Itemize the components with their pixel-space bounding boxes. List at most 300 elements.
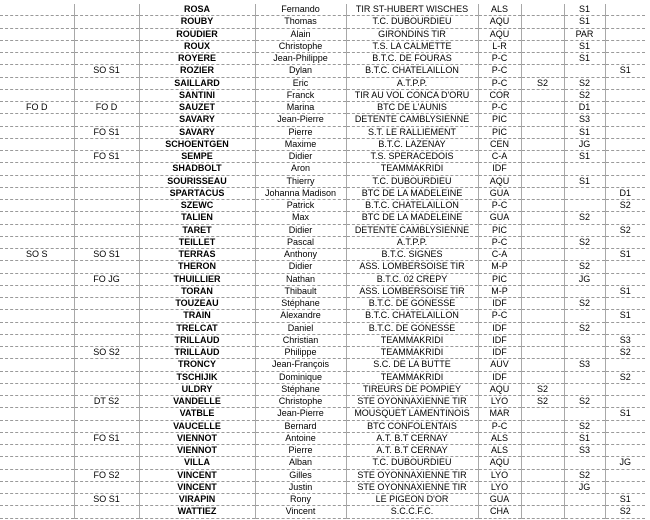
last-name-cell: THERON [139,261,255,273]
cat-c-cell [605,445,645,457]
league-cell: LYO [478,481,521,493]
first-name-cell: Didier [255,261,346,273]
cat-b-cell [564,383,605,395]
league-cell: C-A [478,249,521,261]
club-cell: BTC DE L'AUNIS [346,102,478,114]
table-row [0,445,645,457]
cat-a-cell [521,481,564,493]
table-row [0,481,645,493]
cat-a-cell [521,187,564,199]
first-name-cell: Thomas [255,16,346,28]
league-cell: M-P [478,261,521,273]
qualif-cell [74,175,139,187]
cat-a-cell [521,212,564,224]
last-name-cell: ROUX [139,40,255,52]
league-cell: P-C [478,53,521,65]
club-cell: TIR AU VOL CONCA D'ORU [346,89,478,101]
league-cell: ALS [478,432,521,444]
final-cell [0,285,74,297]
qualif-cell [74,236,139,248]
cat-b-cell: S2 [564,212,605,224]
cat-b-cell [564,310,605,322]
first-name-cell: Didier [255,151,346,163]
cat-b-cell [564,457,605,469]
cat-c-cell [605,138,645,150]
last-name-cell: VATBLE [139,408,255,420]
table-row [0,359,645,371]
first-name-cell: Jean-François [255,359,346,371]
cat-b-cell: S1 [564,16,605,28]
final-cell [0,371,74,383]
final-cell: FO D [0,102,74,114]
first-name-cell: Aron [255,163,346,175]
cat-c-cell: S2 [605,200,645,212]
league-cell: L-R [478,40,521,52]
last-name-cell: VAUCELLE [139,420,255,432]
qualif-cell [74,408,139,420]
final-cell [0,322,74,334]
cat-a-cell [521,16,564,28]
cat-c-cell [605,175,645,187]
table-row [0,494,645,506]
qualif-cell [74,53,139,65]
league-cell: P-C [478,65,521,77]
cat-a-cell [521,224,564,236]
cat-c-cell: D1 [605,187,645,199]
qualif-cell [74,200,139,212]
cat-c-cell [605,420,645,432]
table-row [0,396,645,408]
cat-c-cell [605,28,645,40]
cat-a-cell [521,200,564,212]
cat-a-cell [521,175,564,187]
last-name-cell: VIENNOT [139,432,255,444]
cat-b-cell: S2 [564,77,605,89]
cat-c-cell [605,396,645,408]
table-row [0,261,645,273]
club-cell: BTC DE LA MADELEINE [346,212,478,224]
club-cell: B.T.C. DE FOURAS [346,53,478,65]
table-row [0,298,645,310]
cat-b-cell [564,200,605,212]
qualif-cell [74,481,139,493]
final-cell [0,494,74,506]
final-cell [0,224,74,236]
last-name-cell: TORAN [139,285,255,297]
league-cell: PIC [478,114,521,126]
cat-b-cell [564,65,605,77]
final-cell: SO S [0,249,74,261]
cat-a-cell: S2 [521,383,564,395]
table-row [0,40,645,52]
qualif-cell [74,506,139,518]
cat-c-cell: JG [605,457,645,469]
qualif-cell: SO S2 [74,347,139,359]
league-cell: CEN [478,138,521,150]
table-row [0,506,645,518]
cat-c-cell: S2 [605,506,645,518]
last-name-cell: TOUZEAU [139,298,255,310]
cat-c-cell [605,236,645,248]
cat-a-cell [521,408,564,420]
qualif-cell: FO S1 [74,432,139,444]
cat-a-cell [521,310,564,322]
first-name-cell: Pascal [255,236,346,248]
table-row [0,249,645,261]
table-row [0,28,645,40]
qualif-cell [74,310,139,322]
last-name-cell: TARET [139,224,255,236]
club-cell: A.T. B.T CERNAY [346,432,478,444]
table-row [0,347,645,359]
table-row [0,77,645,89]
final-cell [0,89,74,101]
first-name-cell: Jean-Philippe [255,53,346,65]
final-cell [0,163,74,175]
first-name-cell: Eric [255,77,346,89]
first-name-cell: Fernando [255,4,346,16]
club-cell: DETENTE CAMBLYSIENNE [346,224,478,236]
first-name-cell: Thierry [255,175,346,187]
league-cell: P-C [478,236,521,248]
cat-c-cell: S1 [605,494,645,506]
cat-b-cell: S2 [564,322,605,334]
first-name-cell: Stéphane [255,383,346,395]
qualif-cell: FO S1 [74,151,139,163]
league-cell: C-A [478,151,521,163]
league-cell: P-C [478,200,521,212]
table-row [0,65,645,77]
final-cell [0,383,74,395]
cat-b-cell: S1 [564,126,605,138]
table-row [0,236,645,248]
league-cell: PIC [478,126,521,138]
cat-c-cell [605,4,645,16]
cat-c-cell [605,126,645,138]
cat-a-cell [521,334,564,346]
table-row [0,187,645,199]
cat-c-cell [605,359,645,371]
table-row [0,102,645,114]
qualif-cell [74,16,139,28]
qualif-cell [74,445,139,457]
competitor-table [0,4,645,519]
last-name-cell: ROZIER [139,65,255,77]
table-row [0,285,645,297]
cat-b-cell: S1 [564,53,605,65]
first-name-cell: Jean-Pierre [255,408,346,420]
final-cell [0,334,74,346]
cat-b-cell: S2 [564,469,605,481]
qualif-cell [74,163,139,175]
cat-c-cell: S3 [605,334,645,346]
qualif-cell [74,383,139,395]
final-cell [0,187,74,199]
table-row [0,4,645,16]
qualif-cell [74,138,139,150]
final-cell [0,53,74,65]
league-cell: AQU [478,457,521,469]
league-cell: AQU [478,16,521,28]
club-cell: ASS. LOMBERSOISE TIR [346,285,478,297]
cat-c-cell [605,40,645,52]
cat-b-cell: S2 [564,89,605,101]
cat-a-cell [521,236,564,248]
cat-c-cell: S1 [605,65,645,77]
last-name-cell: WATTIEZ [139,506,255,518]
table-row [0,138,645,150]
qualif-cell [74,420,139,432]
club-cell: S.C.C.F.C. [346,506,478,518]
first-name-cell: Alban [255,457,346,469]
last-name-cell: SHADBOLT [139,163,255,175]
qualif-cell: SO S1 [74,65,139,77]
last-name-cell: SAVARY [139,126,255,138]
cat-a-cell [521,65,564,77]
qualif-cell [74,89,139,101]
club-cell: B.T.C. 02 CREPY [346,273,478,285]
club-cell: TIREURS DE POMPIEY [346,383,478,395]
first-name-cell: Pierre [255,445,346,457]
last-name-cell: TRAIN [139,310,255,322]
league-cell: P-C [478,310,521,322]
last-name-cell: VIRAPIN [139,494,255,506]
club-cell: A.T.P.P. [346,236,478,248]
league-cell: M-P [478,285,521,297]
league-cell: ALS [478,445,521,457]
first-name-cell: Anthony [255,249,346,261]
cat-b-cell [564,347,605,359]
cat-c-cell: S1 [605,285,645,297]
cat-a-cell [521,138,564,150]
club-cell: TEAMMAKRIDI [346,347,478,359]
club-cell: T.C. DUBOURDIEU [346,16,478,28]
first-name-cell: Rony [255,494,346,506]
final-cell [0,481,74,493]
final-cell [0,359,74,371]
last-name-cell: TALIEN [139,212,255,224]
last-name-cell: TERRAS [139,249,255,261]
club-cell: STE OYONNAXIENNE TIR [346,396,478,408]
last-name-cell: ROUDIER [139,28,255,40]
club-cell: TEAMMAKRIDI [346,163,478,175]
cat-a-cell [521,457,564,469]
qualif-cell [74,298,139,310]
club-cell: STE OYONNAXIENNE TIR [346,481,478,493]
qualif-cell: FO JG [74,273,139,285]
cat-b-cell: S2 [564,396,605,408]
last-name-cell: VINCENT [139,469,255,481]
final-cell [0,77,74,89]
cat-b-cell: S2 [564,236,605,248]
qualif-cell: SO S1 [74,249,139,261]
cat-b-cell: S2 [564,261,605,273]
last-name-cell: THUILLIER [139,273,255,285]
cat-c-cell [605,322,645,334]
table-row [0,163,645,175]
cat-a-cell [521,89,564,101]
club-cell: B.T.C. CHATELAILLON [346,200,478,212]
table-row [0,89,645,101]
final-cell [0,445,74,457]
cat-a-cell [521,4,564,16]
cat-a-cell: S2 [521,77,564,89]
cat-c-cell [605,151,645,163]
club-cell: B.T.C. DE GONESSE [346,298,478,310]
last-name-cell: ULDRY [139,383,255,395]
final-cell [0,212,74,224]
qualif-cell [74,322,139,334]
cat-a-cell [521,322,564,334]
cat-c-cell [605,261,645,273]
first-name-cell: Justin [255,481,346,493]
cat-c-cell: S1 [605,249,645,261]
qualif-cell: FO S1 [74,126,139,138]
cat-c-cell [605,77,645,89]
cat-b-cell: S1 [564,40,605,52]
final-cell [0,126,74,138]
table-row [0,151,645,163]
cat-b-cell: S2 [564,420,605,432]
club-cell: S.T. LE RALLIEMENT [346,126,478,138]
league-cell: AQU [478,175,521,187]
club-cell: TIR ST-HUBERT WISCHES [346,4,478,16]
club-cell: B.T.C. DE GONESSE [346,322,478,334]
qualif-cell [74,359,139,371]
last-name-cell: TRONCY [139,359,255,371]
league-cell: IDF [478,298,521,310]
last-name-cell: SCHOENTGEN [139,138,255,150]
league-cell: COR [478,89,521,101]
cat-c-cell [605,273,645,285]
cat-c-cell: S2 [605,371,645,383]
club-cell: BTC DE LA MADELEINE [346,187,478,199]
final-cell [0,457,74,469]
club-cell: T.S. SPERACEDOIS [346,151,478,163]
cat-c-cell [605,89,645,101]
final-cell [0,506,74,518]
cat-c-cell: S2 [605,347,645,359]
first-name-cell: Jean-Pierre [255,114,346,126]
club-cell: STE OYONNAXIENNE TIR [346,469,478,481]
league-cell: P-C [478,420,521,432]
final-cell [0,151,74,163]
last-name-cell: TSCHIJIK [139,371,255,383]
league-cell: IDF [478,371,521,383]
club-cell: B.T.C. CHATELAILLON [346,310,478,322]
cat-b-cell: S2 [564,298,605,310]
league-cell: P-C [478,77,521,89]
qualif-cell [74,187,139,199]
cat-c-cell [605,16,645,28]
qualif-cell [74,28,139,40]
last-name-cell: ROSA [139,4,255,16]
last-name-cell: TRILLAUD [139,347,255,359]
cat-b-cell [564,494,605,506]
table-row [0,334,645,346]
cat-a-cell [521,347,564,359]
table-row [0,457,645,469]
qualif-cell [74,114,139,126]
first-name-cell: Maxime [255,138,346,150]
last-name-cell: TEILLET [139,236,255,248]
qualif-cell: DT S2 [74,396,139,408]
cat-a-cell [521,261,564,273]
cat-c-cell [605,114,645,126]
cat-b-cell: S1 [564,432,605,444]
table-row [0,175,645,187]
cat-a-cell [521,249,564,261]
league-cell: PIC [478,273,521,285]
league-cell: PIC [478,224,521,236]
first-name-cell: Alexandre [255,310,346,322]
club-cell: B.T.C. CHATELAILLON [346,65,478,77]
table-row [0,16,645,28]
first-name-cell: Pierre [255,126,346,138]
last-name-cell: SPARTACUS [139,187,255,199]
cat-b-cell [564,408,605,420]
qualif-cell [74,212,139,224]
last-name-cell: ROYERE [139,53,255,65]
qualif-cell [74,261,139,273]
table-row [0,322,645,334]
cat-b-cell: PAR [564,28,605,40]
last-name-cell: VIENNOT [139,445,255,457]
last-name-cell: VANDELLE [139,396,255,408]
last-name-cell: SZEWC [139,200,255,212]
cat-a-cell [521,285,564,297]
table-row [0,469,645,481]
club-cell: T.C. DUBOURDIEU [346,175,478,187]
final-cell [0,408,74,420]
table-row [0,224,645,236]
first-name-cell: Dominique [255,371,346,383]
cat-c-cell [605,432,645,444]
cat-c-cell [605,383,645,395]
cat-a-cell [521,151,564,163]
final-cell [0,200,74,212]
first-name-cell: Thibault [255,285,346,297]
cat-a-cell [521,432,564,444]
last-name-cell: SAUZET [139,102,255,114]
cat-a-cell [521,40,564,52]
cat-a-cell [521,102,564,114]
last-name-cell: ROUBY [139,16,255,28]
league-cell: ALS [478,4,521,16]
cat-b-cell [564,334,605,346]
cat-b-cell: D1 [564,102,605,114]
final-cell [0,261,74,273]
league-cell: MAR [478,408,521,420]
table-row [0,212,645,224]
league-cell: AQU [478,28,521,40]
cat-b-cell [564,224,605,236]
cat-a-cell [521,506,564,518]
final-cell [0,298,74,310]
club-cell: MOUSQUET LAMENTINOIS [346,408,478,420]
final-cell [0,175,74,187]
cat-a-cell [521,494,564,506]
cat-c-cell [605,469,645,481]
first-name-cell: Dylan [255,65,346,77]
club-cell: A.T. B.T CERNAY [346,445,478,457]
cat-a-cell [521,126,564,138]
qualif-cell [74,334,139,346]
final-cell [0,310,74,322]
qualif-cell [74,4,139,16]
first-name-cell: Franck [255,89,346,101]
cat-b-cell: S3 [564,445,605,457]
